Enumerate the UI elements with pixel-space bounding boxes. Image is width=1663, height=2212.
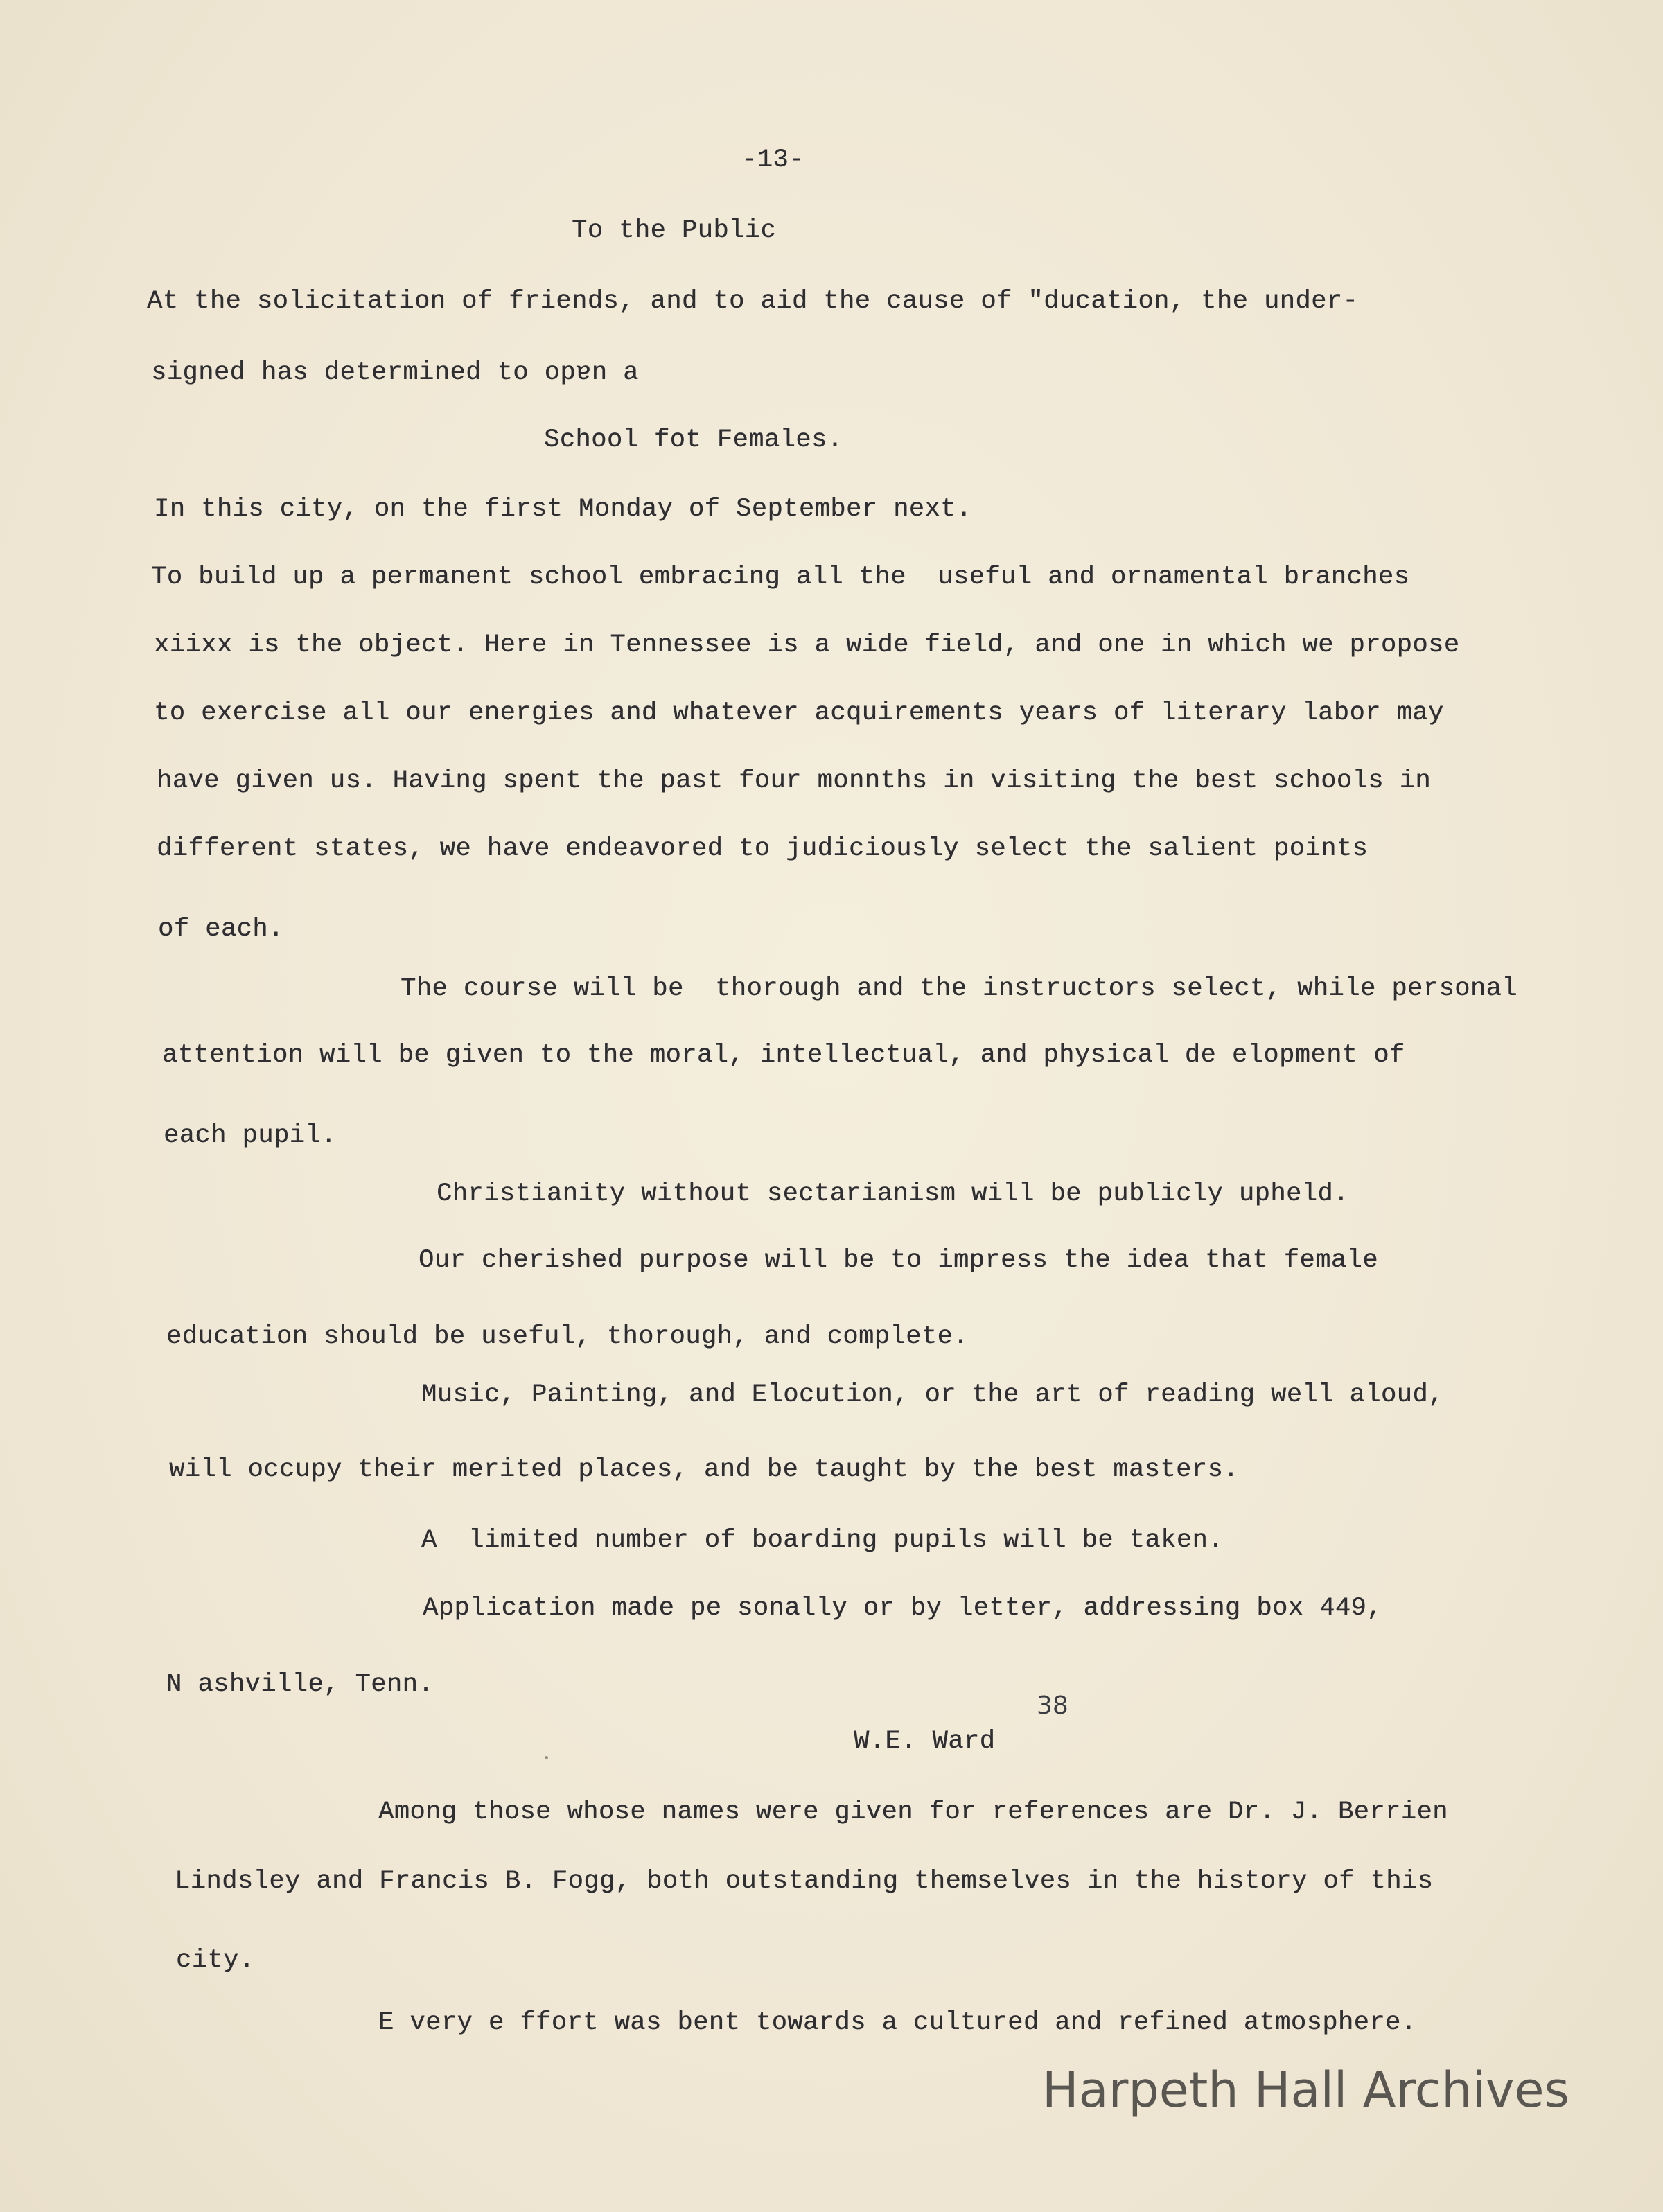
handwritten-number: 38 — [1037, 1692, 1068, 1720]
text-line: different states, we have endeavored to judiciously select the salient points — [157, 834, 1369, 863]
text-line: will occupy their merited places, and be taught by the best masters. — [169, 1455, 1239, 1484]
text-line: Music, Painting, and Elocution, or the art of reading well aloud, — [421, 1380, 1444, 1410]
text-line: Among those whose names were given for references are Dr. J. Berrien — [378, 1798, 1448, 1827]
text-line: signed has determined to opɐn a — [151, 358, 639, 387]
text-line: At the solicitation of friends, and to aid the cause of "ducation, the under- — [147, 287, 1359, 316]
text-line: have given us. Having spent the past four monnths in visiting the best schools in — [157, 766, 1431, 796]
text-line: To build up a permanent school embracing all the useful and ornamental branches — [151, 563, 1410, 592]
archive-watermark: Harpeth Hall Archives — [1042, 2062, 1569, 2118]
paper-speck — [545, 1756, 548, 1759]
text-line: each pupil. — [164, 1121, 337, 1150]
text-line: attention will be given to the moral, intellectual, and physical de elopment of — [162, 1041, 1405, 1070]
text-line: School fot Females. — [544, 425, 843, 455]
text-line: education should be useful, thorough, and complete. — [166, 1322, 969, 1351]
text-line: N ashville, Tenn. — [166, 1670, 434, 1699]
text-line: E very e ffort was bent towards a cultured and refined atmosphere. — [378, 2008, 1417, 2037]
text-line: of each. — [158, 915, 284, 944]
text-line: to exercise all our energies and whatever acquirements years of literary labor may — [154, 699, 1444, 728]
text-line: xiixx is the object. Here in Tennessee is a wide field, and one in which we propose — [154, 631, 1460, 660]
text-line: Application made pe sonally or by letter, addressing box 449, — [423, 1594, 1382, 1623]
heading: To the Public — [572, 216, 777, 245]
text-line: In this city, on the first Monday of September next. — [154, 495, 972, 524]
text-line: The course will be thorough and the instructors select, while personal — [401, 974, 1517, 1003]
text-line: city. — [176, 1946, 255, 1975]
signature-line: W.E. Ward — [854, 1727, 996, 1756]
text-line: Christianity without sectarianism will be publicly upheld. — [437, 1179, 1349, 1209]
text-line: A limited number of boarding pupils will be taken. — [421, 1526, 1224, 1555]
text-line: Lindsley and Francis B. Fogg, both outstanding themselves in the history of this — [175, 1867, 1434, 1896]
page-number: -13- — [741, 146, 804, 175]
text-line: Our cherished purpose will be to impress the idea that female — [419, 1246, 1378, 1275]
